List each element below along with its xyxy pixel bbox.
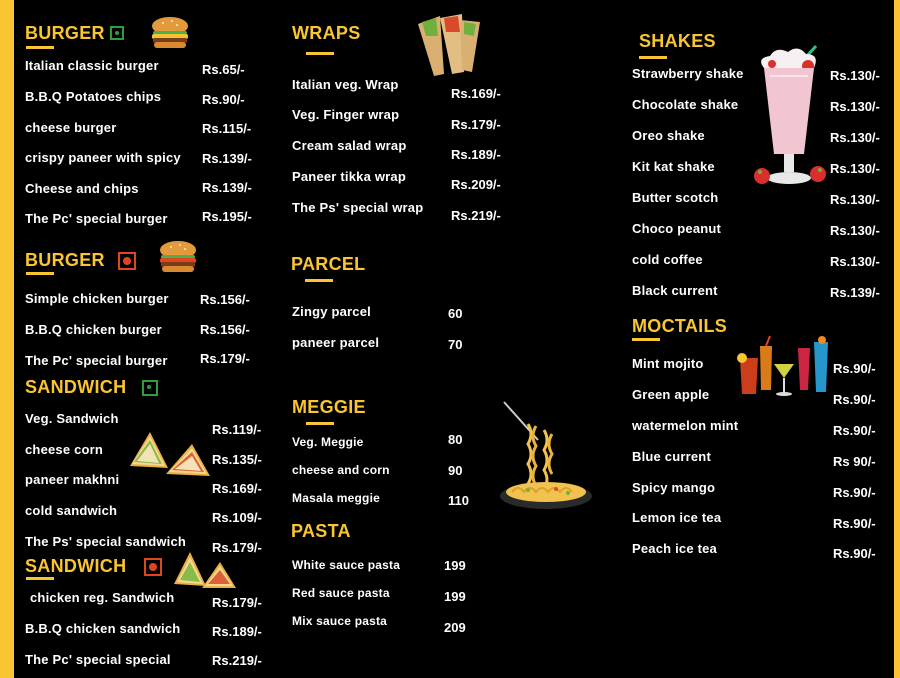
item-price: Rs.169/- xyxy=(212,481,262,496)
item-name: Mix sauce pasta xyxy=(292,614,388,628)
menu-board xyxy=(14,0,894,678)
item-price: Rs.130/- xyxy=(830,161,880,176)
item-name: cheese corn xyxy=(25,442,104,457)
item-price: Rs.169/- xyxy=(451,86,501,101)
milkshake-icon xyxy=(750,44,840,198)
item-price: 199 xyxy=(444,558,466,573)
veg-icon xyxy=(110,26,124,40)
item-price: Rs.130/- xyxy=(830,130,880,145)
item-name: The Pc' special special xyxy=(25,652,171,667)
item-price: Rs.90/- xyxy=(202,92,245,107)
item-name: Veg. Sandwich xyxy=(25,411,119,426)
item-name: Red sauce pasta xyxy=(292,586,390,600)
item-name: White sauce pasta xyxy=(292,558,401,572)
item-name: Oreo shake xyxy=(632,128,705,143)
item-name: Italian classic burger xyxy=(25,58,159,73)
item-price: 70 xyxy=(448,337,463,352)
item-price: Rs.189/- xyxy=(212,624,262,639)
item-price: Rs.130/- xyxy=(830,254,880,269)
item-name: cheese burger xyxy=(25,120,117,135)
nonveg-icon xyxy=(118,252,136,270)
noodles-icon xyxy=(498,400,598,512)
item-name: paneer makhni xyxy=(25,472,120,487)
item-price: Rs.179/- xyxy=(212,595,262,610)
item-name: The Pc' special burger xyxy=(25,353,168,368)
title-underline xyxy=(305,279,333,282)
item-price: Rs.156/- xyxy=(200,322,250,337)
item-price: Rs.179/- xyxy=(200,351,250,366)
section-title-burger-nonveg: BURGER xyxy=(25,250,105,270)
item-price: Rs.90/- xyxy=(833,546,876,561)
item-price: Rs.139/- xyxy=(202,180,252,195)
item-price: 60 xyxy=(448,306,463,321)
sandwich-icon xyxy=(172,550,238,590)
item-price: Rs.119/- xyxy=(212,422,262,437)
item-name: Zingy parcel xyxy=(292,304,371,319)
item-name: The Ps' special sandwich xyxy=(25,534,187,549)
item-price: Rs.90/- xyxy=(833,361,876,376)
item-name: Lemon ice tea xyxy=(632,510,722,525)
title-underline xyxy=(306,422,334,425)
item-name: cheese and corn xyxy=(292,463,390,477)
item-name: cold coffee xyxy=(632,252,703,267)
item-price: Rs.189/- xyxy=(451,147,501,162)
item-price: 110 xyxy=(448,493,469,508)
section-title-wraps: WRAPS xyxy=(292,23,361,43)
section-title-meggie: MEGGIE xyxy=(292,397,366,417)
item-name: Chocolate shake xyxy=(632,97,739,112)
item-price: Rs 90/- xyxy=(833,454,876,469)
burger-icon xyxy=(150,16,190,50)
item-price: Rs.90/- xyxy=(833,392,876,407)
item-name: Spicy mango xyxy=(632,480,716,495)
item-price: Rs.65/- xyxy=(202,62,245,77)
item-name: B.B.Q chicken sandwich xyxy=(25,621,181,636)
title-underline xyxy=(26,577,54,580)
item-price: Rs.195/- xyxy=(202,209,252,224)
item-name: Peach ice tea xyxy=(632,541,717,556)
item-price: Rs.139/- xyxy=(830,285,880,300)
item-name: Veg. Meggie xyxy=(292,435,364,449)
item-price: 80 xyxy=(448,432,463,447)
item-name: paneer parcel xyxy=(292,335,380,350)
item-price: Rs.209/- xyxy=(451,177,501,192)
item-price: Rs.219/- xyxy=(451,208,501,223)
title-underline xyxy=(639,56,667,59)
item-price: Rs.139/- xyxy=(202,151,252,166)
item-name: The Ps' special wrap xyxy=(292,200,424,215)
item-price: Rs.130/- xyxy=(830,192,880,207)
item-price: Rs.179/- xyxy=(451,117,501,132)
mocktails-icon xyxy=(736,334,832,398)
item-name: Blue current xyxy=(632,449,711,464)
item-price: Rs.130/- xyxy=(830,68,880,83)
item-name: Green apple xyxy=(632,387,710,402)
wrap-icon xyxy=(414,12,484,78)
item-price: Rs.179/- xyxy=(212,540,262,555)
item-price: Rs.156/- xyxy=(200,292,250,307)
item-name: The Pc' special burger xyxy=(25,211,168,226)
item-price: Rs.90/- xyxy=(833,516,876,531)
item-name: Paneer tikka wrap xyxy=(292,169,406,184)
item-price: Rs.219/- xyxy=(212,653,262,668)
item-name: Kit kat shake xyxy=(632,159,715,174)
item-name: Italian veg. Wrap xyxy=(292,77,399,92)
item-name: cold sandwich xyxy=(25,503,118,518)
item-name: Black current xyxy=(632,283,718,298)
item-name: crispy paneer with spicy xyxy=(25,150,181,165)
title-underline xyxy=(306,52,334,55)
item-price: Rs.115/- xyxy=(202,121,252,136)
sandwich-icon xyxy=(128,428,212,480)
section-title-parcel: PARCEL xyxy=(291,254,366,274)
item-name: Butter scotch xyxy=(632,190,719,205)
item-price: Rs.109/- xyxy=(212,510,262,525)
item-price: Rs.90/- xyxy=(833,423,876,438)
item-price: 209 xyxy=(444,620,466,635)
section-title-shakes: SHAKES xyxy=(639,31,716,51)
veg-icon xyxy=(142,380,158,396)
item-name: chicken reg. Sandwich xyxy=(30,590,175,605)
item-price: Rs.135/- xyxy=(212,452,262,467)
item-name: Simple chicken burger xyxy=(25,291,169,306)
section-title-sandwich-nonveg: SANDWICH xyxy=(25,556,127,576)
item-price: 199 xyxy=(444,589,466,604)
section-title-moctails: MOCTAILS xyxy=(632,316,728,336)
item-name: B.B.Q chicken burger xyxy=(25,322,162,337)
item-name: B.B.Q Potatoes chips xyxy=(25,89,162,104)
title-underline xyxy=(26,46,54,49)
nonveg-icon xyxy=(144,558,162,576)
title-underline xyxy=(632,338,660,341)
item-price: Rs.130/- xyxy=(830,223,880,238)
item-name: Veg. Finger wrap xyxy=(292,107,400,122)
section-title-burger-veg: BURGER xyxy=(25,23,105,43)
item-name: Choco peanut xyxy=(632,221,722,236)
item-name: Masala meggie xyxy=(292,491,380,505)
item-price: Rs.90/- xyxy=(833,485,876,500)
item-name: watermelon mint xyxy=(632,418,739,433)
section-title-pasta: PASTA xyxy=(291,521,351,541)
item-name: Strawberry shake xyxy=(632,66,744,81)
item-name: Mint mojito xyxy=(632,356,704,371)
section-title-sandwich-veg: SANDWICH xyxy=(25,377,127,397)
item-name: Cream salad wrap xyxy=(292,138,407,153)
burger-icon xyxy=(158,240,198,274)
item-price: Rs.130/- xyxy=(830,99,880,114)
item-name: Cheese and chips xyxy=(25,181,139,196)
item-price: 90 xyxy=(448,463,463,478)
title-underline xyxy=(26,272,54,275)
